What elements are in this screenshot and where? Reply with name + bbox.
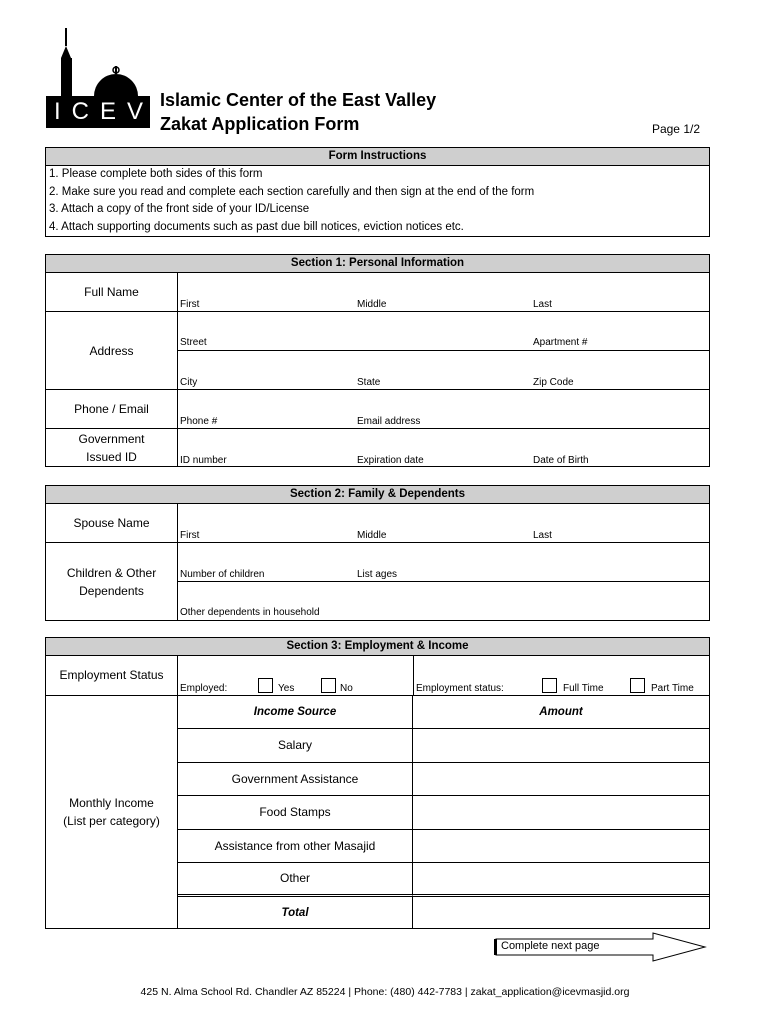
employed-no-checkbox[interactable]: [321, 678, 336, 693]
gov-id-row: [46, 429, 709, 467]
num-children-caption: Number of children: [180, 569, 265, 580]
section2-title: Section 2: Family & Dependents: [46, 486, 709, 504]
street-field[interactable]: [178, 312, 709, 351]
instructions-box: [45, 147, 710, 237]
id-number-caption: ID number: [180, 455, 227, 466]
page-number: Page 1/2: [651, 122, 700, 136]
address-label: Address: [46, 312, 178, 389]
yes-caption: Yes: [278, 683, 295, 694]
first-name-caption: First: [180, 299, 200, 310]
amount-input-salary[interactable]: [413, 729, 709, 763]
section-family: [45, 485, 710, 621]
spouse-middle-caption: Middle: [357, 530, 387, 541]
amount-input-gov-assistance[interactable]: [413, 763, 709, 797]
city-field[interactable]: [178, 351, 709, 389]
middle-name-caption: Middle: [357, 299, 387, 310]
children-row: [46, 543, 709, 620]
full-name-row: [46, 273, 709, 312]
footer-contact: 425 N. Alma School Rd. Chandler AZ 85224 | Phone: (480) 442-7783 | zakat_application@icevmasjid.org: [140, 986, 630, 998]
street-caption: Street: [180, 337, 207, 348]
part-time-caption: Part Time: [651, 683, 694, 694]
gov-id-field[interactable]: [178, 429, 709, 467]
email-caption: Email address: [357, 416, 421, 427]
address-row: [46, 312, 709, 390]
amount-header: Amount: [413, 696, 709, 729]
section1-title: Section 1: Personal Information: [46, 255, 709, 273]
children-label: [46, 543, 178, 620]
instructions-title: Form Instructions: [46, 148, 709, 166]
amount-input-total[interactable]: [413, 897, 709, 929]
section3-title: Section 3: Employment & Income: [46, 638, 709, 656]
state-caption: State: [357, 377, 381, 388]
spouse-first-caption: First: [180, 530, 200, 541]
next-page-label: Complete next page: [501, 940, 600, 952]
zip-caption: Zip Code: [533, 377, 574, 388]
income-table: [178, 696, 709, 929]
income-source-gov-assistance: Government Assistance: [178, 763, 413, 797]
children-count-field[interactable]: [178, 543, 709, 582]
income-source-food-stamps: Food Stamps: [178, 796, 413, 830]
section-employment: [45, 637, 710, 929]
employment-row: [46, 656, 709, 696]
dob-caption: Date of Birth: [533, 455, 589, 466]
city-caption: City: [180, 377, 198, 388]
spouse-last-caption: Last: [533, 530, 552, 541]
form-title: Zakat Application Form: [160, 114, 360, 134]
employed-caption: Employed:: [180, 683, 228, 694]
amount-input-other[interactable]: [413, 863, 709, 897]
children-label-line1: Children & Other: [66, 565, 157, 580]
gov-id-label: [46, 429, 178, 467]
amount-input-food-stamps[interactable]: [413, 796, 709, 830]
full-name-field[interactable]: [178, 273, 709, 311]
income-row: [46, 696, 709, 928]
other-dependents-field[interactable]: [178, 582, 709, 619]
part-time-checkbox[interactable]: [630, 678, 645, 693]
instruction-item: 1. Please complete both sides of this form: [49, 168, 263, 180]
income-source-other: Other: [178, 863, 413, 897]
employment-status-caption: Employment status:: [416, 683, 504, 694]
spouse-row: [46, 504, 709, 543]
spouse-field[interactable]: [178, 504, 709, 542]
instruction-item: 4. Attach supporting documents such as past due bill notices, eviction notices etc.: [49, 220, 464, 233]
phone-email-field[interactable]: [178, 390, 709, 428]
expiration-caption: Expiration date: [357, 455, 424, 466]
total-label: Total: [178, 897, 413, 929]
income-source-salary: Salary: [178, 729, 413, 763]
income-label: [46, 696, 178, 928]
logo-text: ICEV: [46, 96, 150, 128]
children-label-line2: Dependents: [79, 583, 144, 598]
section-personal-info: [45, 254, 710, 467]
last-name-caption: Last: [533, 299, 552, 310]
full-time-caption: Full Time: [563, 683, 604, 694]
amount-input-masajid[interactable]: [413, 830, 709, 864]
full-name-label: Full Name: [46, 273, 178, 311]
apartment-caption: Apartment #: [533, 337, 588, 348]
org-name: Islamic Center of the East Valley: [160, 90, 437, 110]
no-caption: No: [340, 683, 353, 694]
phone-email-row: [46, 390, 709, 429]
instruction-item: 2. Make sure you read and complete each section carefully and then sign at the end of the form: [49, 185, 535, 198]
full-time-checkbox[interactable]: [542, 678, 557, 693]
employment-label: Employment Status: [46, 656, 178, 695]
income-label-line2: (List per category): [63, 814, 160, 828]
phone-caption: Phone #: [180, 416, 218, 427]
phone-email-label: Phone / Email: [46, 390, 178, 428]
gov-id-label-line1: Government: [78, 432, 145, 446]
employed-yes-checkbox[interactable]: [258, 678, 273, 693]
other-dependents-caption: Other dependents in household: [180, 607, 320, 618]
spouse-label: Spouse Name: [46, 504, 178, 542]
list-ages-caption: List ages: [357, 569, 398, 580]
income-label-line1: Monthly Income: [69, 796, 154, 810]
instruction-item: 3. Attach a copy of the front side of your ID/License: [49, 203, 310, 215]
next-page-indicator: [493, 932, 708, 962]
income-source-header: Income Source: [178, 696, 413, 729]
income-source-masajid: Assistance from other Masajid: [178, 830, 413, 864]
gov-id-label-line2: Issued ID: [86, 450, 137, 464]
